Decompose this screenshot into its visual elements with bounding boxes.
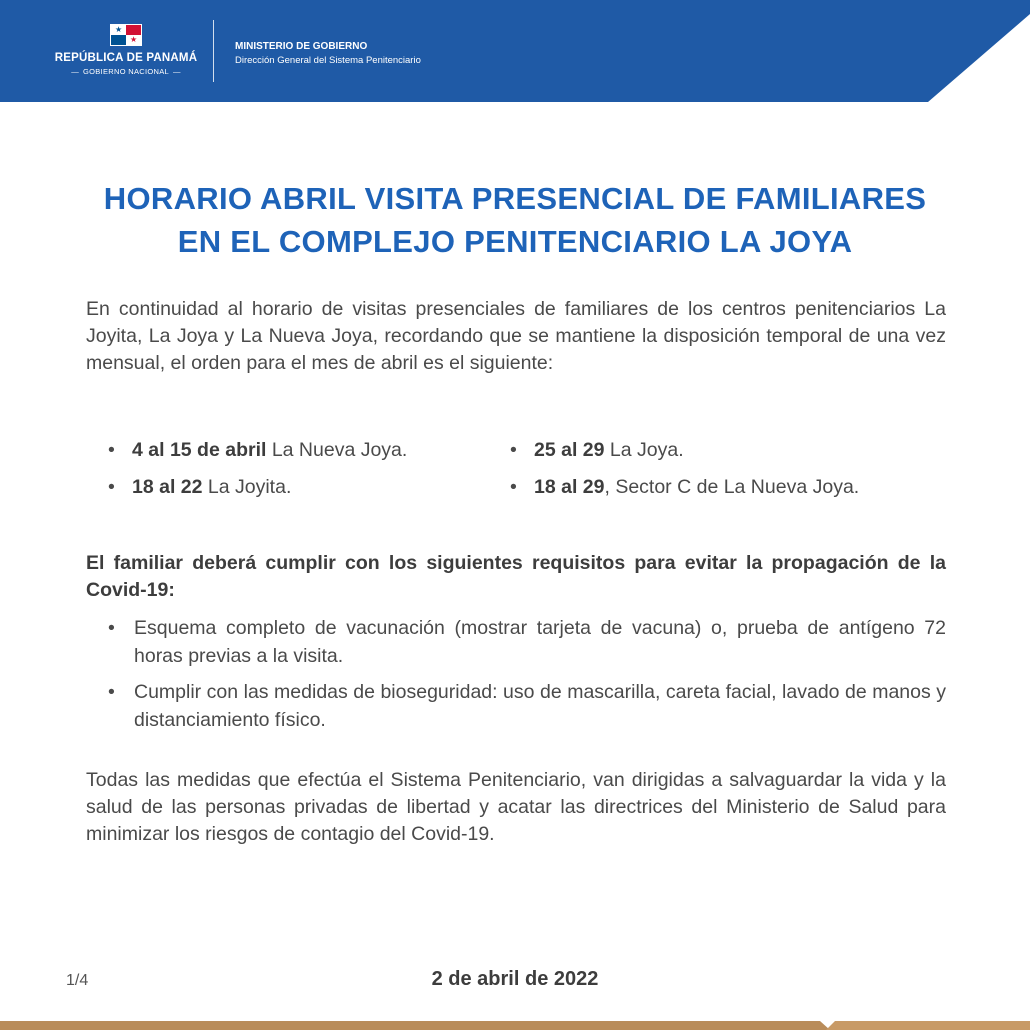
schedule-column-right <box>510 432 859 506</box>
schedule-item <box>108 469 407 506</box>
requirements-list <box>108 614 946 742</box>
requirement-text: Esquema completo de vacunación (mostrar tarjeta de vacuna) o, prueba de antígeno 72 horas previas a la visita. <box>134 617 946 667</box>
header-divider <box>213 20 214 82</box>
bullet-icon: • <box>108 681 115 703</box>
title-line-2: EN EL COMPLEJO PENITENCIARIO LA JOYA <box>177 224 853 259</box>
title-line-1: HORARIO ABRIL VISITA PRESENCIAL DE FAMILIARES <box>103 181 927 216</box>
schedule-place: La Nueva Joya. <box>266 439 408 461</box>
schedule-dates: 25 al 29 <box>534 439 605 461</box>
schedule-dates: 18 al 22 <box>132 476 203 498</box>
page-number: 1/4 <box>66 972 89 989</box>
list-item <box>108 678 946 734</box>
directorate-name: Dirección General del Sistema Penitenciario <box>235 55 421 66</box>
bullet-icon: • <box>108 617 115 639</box>
government-logo <box>50 24 202 76</box>
intro-paragraph: En continuidad al horario de visitas presenciales de familiares de los centros penitenciarios La Joyita, La Joya y La Nueva Joya, recordando que se mantiene la disposición temporal de una vez mensual, el orden para el mes de abril es el siguiente: <box>86 298 946 374</box>
schedule-place: La Joyita. <box>202 476 292 498</box>
country-name: REPÚBLICA DE PANAMÁ <box>54 52 198 64</box>
government-subtitle: — GOBIERNO NACIONAL — <box>50 67 202 76</box>
schedule-dates: 4 al 15 de abril <box>132 439 267 461</box>
bullet-icon: • <box>108 439 115 461</box>
requirement-text: Cumplir con las medidas de bioseguridad: uso de mascarilla, careta facial, lavado de manos y distanciamiento físico. <box>134 681 946 731</box>
schedule-item <box>510 432 859 469</box>
bullet-icon: • <box>510 476 517 498</box>
schedule-item <box>108 432 407 469</box>
schedule-place: La Joya. <box>604 439 684 461</box>
schedule-item <box>510 469 859 506</box>
list-item <box>108 614 946 670</box>
schedule-column-left <box>108 432 407 506</box>
closing-paragraph: Todas las medidas que efectúa el Sistema Penitenciario, van dirigidas a salvaguardar la vida y la salud de las personas privadas de libertad y acatar las directrices del Ministerio de Salud para minimizar los riesgos de contagio del Covid-19. <box>86 769 946 845</box>
ministry-name: MINISTERIO DE GOBIERNO <box>235 41 368 52</box>
panama-flag-icon: ★ ★ <box>110 24 142 46</box>
ministry-block <box>235 41 421 66</box>
publication-date: 2 de abril de 2022 <box>431 968 599 990</box>
schedule-dates: 18 al 29 <box>534 476 605 498</box>
page-title <box>0 177 1030 263</box>
bullet-icon: • <box>510 439 517 461</box>
requirements-heading: El familiar deberá cumplir con los siguientes requisitos para evitar la propagación de la Covid-19: <box>86 552 946 601</box>
bullet-icon: • <box>108 476 115 498</box>
schedule-place: , Sector C de La Nueva Joya. <box>604 476 860 498</box>
